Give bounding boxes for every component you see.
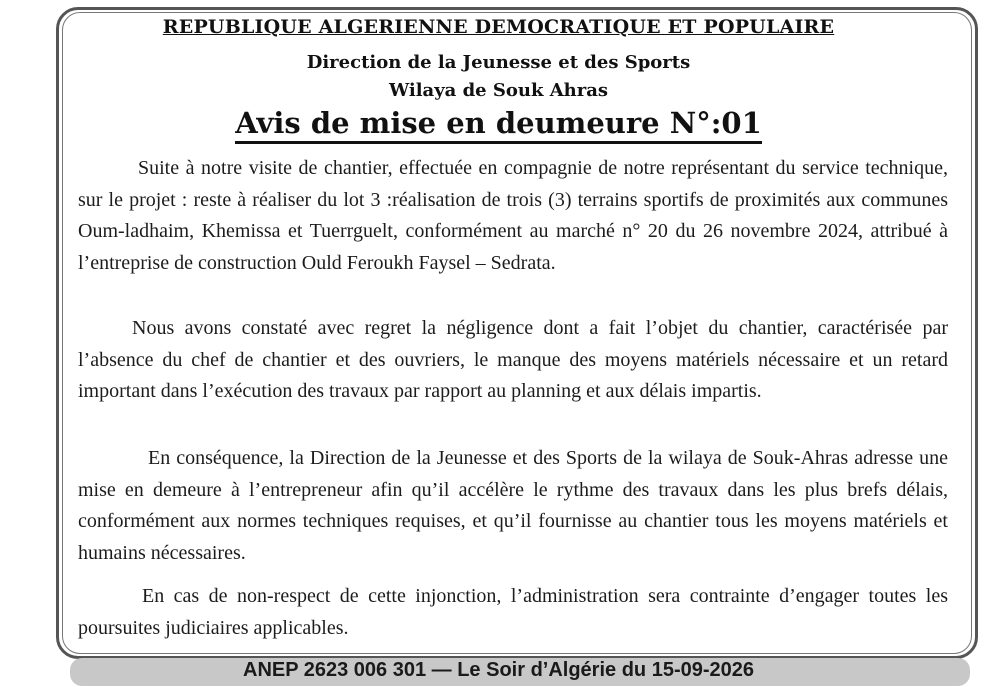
paragraph-3: En conséquence, la Direction de la Jeunesse et des Sports de la wilaya de Souk-Ahras adresse une mise en demeure à l’entrepreneur afin qu’il accélère le rythme des travaux dans les plus brefs délais, conformément aux normes techniques requises, et qu’il fournisse au chantier tous les moyens matériels et humains nécessaires. — [78, 447, 948, 564]
paragraph-4: En cas de non-respect de cette injonction, l’administration sera contrainte d’engager toutes les poursuites judiciaires applicables. — [78, 585, 948, 639]
notice-title-wrap — [0, 106, 997, 140]
publication-footer: ANEP 2623 006 301 — Le Soir d’Algérie du 15-09-2026 — [243, 659, 754, 681]
paragraph-2: Nous avons constaté avec regret la négligence dont a fait l’objet du chantier, caractérisée par l’absence du chef de chantier et des ouvriers, le manque des moyens matériels nécessaire et un retard important dans l’exécution des travaux par rapport au planning et aux délais impartis. — [78, 317, 948, 402]
republic-heading: REPUBLIQUE ALGERIENNE DEMOCRATIQUE ET POPULAIRE — [162, 16, 835, 38]
direction-heading: Direction de la Jeunesse et des Sports — [306, 52, 691, 73]
wilaya-heading: Wilaya de Souk Ahras — [388, 80, 609, 101]
notice-title: Avis de mise en deumeure N°:01 — [235, 106, 762, 144]
paragraph-3-block — [78, 443, 948, 569]
paragraph-2-block — [78, 313, 948, 408]
paragraph-4-block — [78, 581, 948, 644]
paragraph-1-block — [78, 153, 948, 279]
paragraph-1: Suite à notre visite de chantier, effectuée en compagnie de notre représentant du service technique, sur le projet : reste à réaliser du lot 3 :réalisation de trois (3) terrains sportifs de proximités aux communes Oum-ladhaim, Khemissa et Tuerrguelt, conformément au marché n° 20 du 26 novembre 2024, attribué à l’entreprise de construction Ould Feroukh Faysel – Sedrata. — [78, 157, 948, 274]
